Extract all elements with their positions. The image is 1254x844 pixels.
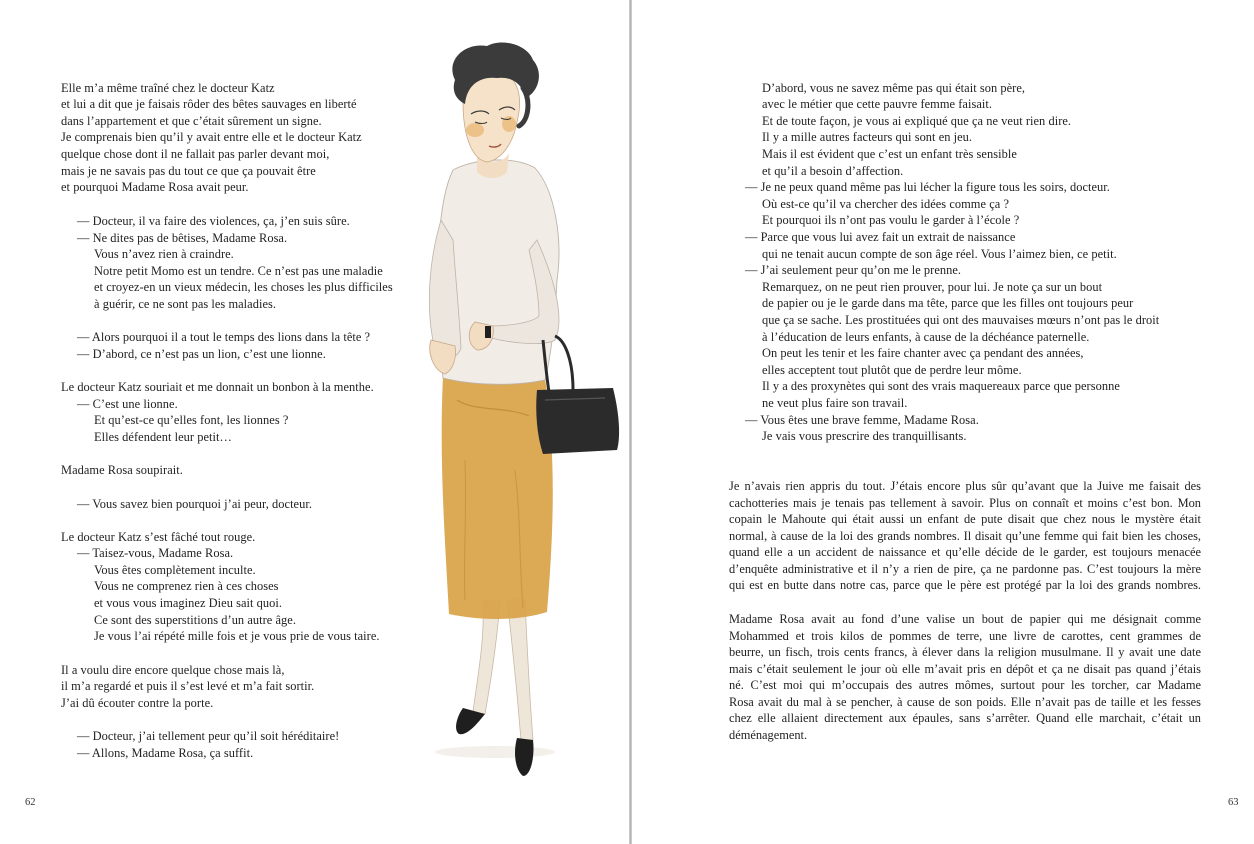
dialogue-line: Je vous l’ai répété mille fois et je vous prie de vous taire. bbox=[94, 629, 380, 643]
dialogue-line: à l’éducation de leurs enfants, à cause de la déchéance paternelle. bbox=[762, 330, 1090, 344]
text-line: Madame Rosa avait au fond d’une valise un bout de papier qui me désignait comme bbox=[729, 612, 1201, 626]
text-line: copain le Mahoute qui était aussi un enfant de pute disait que chez nous le mystère était bbox=[729, 512, 1201, 526]
text-line: qui est en butte dans notre cas, parce que le père est protégé par la loi des grands nombres. bbox=[729, 578, 1201, 592]
dialogue-line: Il y a mille autres facteurs qui sont en jeu. bbox=[762, 130, 973, 144]
madame-rosa-illustration bbox=[405, 40, 630, 785]
dialogue-line: — Docteur, j’ai tellement peur qu’il soit héréditaire! bbox=[77, 729, 340, 743]
dialogue-line: Je vais vous prescrire des tranquillisants. bbox=[762, 429, 967, 443]
dialogue-line: — Alors pourquoi il a tout le temps des lions dans la tête ? bbox=[77, 330, 371, 344]
dialogue-line: et vous vous imaginez Dieu sait quoi. bbox=[94, 596, 283, 610]
dialogue-line: — Je ne peux quand même pas lui lécher la figure tous les soirs, docteur. bbox=[745, 180, 1110, 194]
dialogue-line: que ça se sache. Les prostituées qui ont des mauvaises mœurs n’ont pas le droit bbox=[762, 313, 1160, 327]
text-line: Je comprenais bien qu’il y avait entre elle et le docteur Katz bbox=[61, 130, 362, 144]
dialogue-line: Elles défendent leur petit… bbox=[94, 430, 232, 444]
text-line: Il a voulu dire encore quelque chose mais là, bbox=[61, 663, 285, 677]
text-line: chez elle allaient directement aux épaules, sans s’arrêter. Quand elle marchait, c’était un bbox=[729, 711, 1201, 725]
text-line: cachotteries mais je tenais pas tellement à savoir. Plus on connaît et moins c’est bon. Mon bbox=[729, 495, 1201, 510]
text-line: J’ai dû écouter contre la porte. bbox=[61, 696, 214, 710]
text-line: Madame Rosa soupirait. bbox=[61, 463, 183, 477]
text-line: mais c’était seulement le jour où elle m’avait pris en dépôt et ça ne disait pas quand j’étais bbox=[729, 661, 1201, 676]
dialogue-line: de papier ou je le garde dans ma tête, parce que les filles ont toujours peur bbox=[762, 296, 1134, 310]
dialogue-line: Ce sont des superstitions d’un autre âge. bbox=[94, 613, 296, 627]
dialogue-line: — C’est une lionne. bbox=[77, 397, 178, 411]
dialogue-line: — Ne dites pas de bêtises, Madame Rosa. bbox=[77, 231, 288, 245]
paragraph bbox=[729, 478, 1201, 594]
text-line: mais je ne savais pas du tout ce que ça pouvait être bbox=[61, 164, 316, 178]
dialogue-line: Il y a des proxynètes qui sont des vrais maquereaux parce que personne bbox=[762, 379, 1120, 393]
dialogue-line: ne veut plus faire son travail. bbox=[762, 396, 908, 410]
dialogue-line: D’abord, vous ne savez même pas qui était son père, bbox=[762, 81, 1026, 95]
dialogue-line: — Parce que vous lui avez fait un extrait de naissance bbox=[745, 230, 1016, 244]
dialogue-line: Notre petit Momo est un tendre. Ce n’est pas une maladie bbox=[94, 264, 383, 278]
dialogue-line: Remarquez, on ne peut rien prouver, pour lui. Je note ça sur un bout bbox=[762, 280, 1103, 294]
dialogue-line: Et de toute façon, je vous ai expliqué que ça ne veut rien dire. bbox=[762, 114, 1072, 128]
dialogue-line: et qu’il a besoin d’affection. bbox=[762, 164, 904, 178]
dialogue-line: elles acceptent tout plutôt que de perdre leur môme. bbox=[762, 363, 1022, 377]
text-line: il m’a regardé et puis il s’est levé et m’a fait sortir. bbox=[61, 679, 315, 693]
dialogue-line: On peut les tenir et les faire chanter avec ça pendant des années, bbox=[762, 346, 1084, 360]
paragraph bbox=[729, 611, 1201, 743]
text-line: et pourquoi Madame Rosa avait peur. bbox=[61, 180, 249, 194]
dialogue-line: — Taisez-vous, Madame Rosa. bbox=[77, 546, 234, 560]
dialogue-line: — Allons, Madame Rosa, ça suffit. bbox=[77, 746, 254, 760]
dialogue-line: Et pourquoi ils n’ont pas voulu le garder à l’école ? bbox=[762, 213, 1020, 227]
text-line: Rosa avait du mal à se pencher, à cause de son poids. Elle n’avait pas de taille et les fesses bbox=[729, 694, 1201, 709]
dialogue-line: — D’abord, ce n’est pas un lion, c’est une lionne. bbox=[77, 347, 326, 361]
dialogue-line: Où est-ce qu’il va chercher des idées comme ça ? bbox=[762, 197, 1009, 211]
text-line: quand elle a un accident de naissance et qu’elle décide de le garder, est toujours menacée bbox=[729, 545, 1201, 559]
text-line: d’enquête administrative et il n’y a rien de pire, ça ne pardonne pas. C’est toujours la mère bbox=[729, 561, 1201, 576]
dialogue-line: Et qu’est-ce qu’elles font, les lionnes ? bbox=[94, 413, 289, 427]
text-line: normal, à cause de la loi des grands nombres. Il disait qu’une femme qui fait bien les choses, bbox=[729, 528, 1201, 543]
page-number: 63 bbox=[1228, 797, 1239, 808]
text-line: beurre, un fisch, trois cents francs, à élever dans la religion musulmane. Il y avait une date bbox=[729, 645, 1201, 659]
text-line: Je n’avais rien appris du tout. J’étais encore plus sûr qu’avant que la Juive me faisait des bbox=[729, 479, 1201, 493]
text-line: quelque chose dont il ne fallait pas parler devant moi, bbox=[61, 147, 330, 161]
dialogue-line: avec le métier que cette pauvre femme faisait. bbox=[762, 97, 993, 111]
text-line: Mohammed et trois kilos de pommes de terre, une livre de carottes, cent grammes de bbox=[729, 628, 1201, 643]
text-line: né. C’est moi qui m’occupais des autres mômes, surtout pour les torcher, car Madame bbox=[729, 678, 1201, 692]
text-line: Le docteur Katz souriait et me donnait un bonbon à la menthe. bbox=[61, 380, 374, 394]
text-line: Le docteur Katz s’est fâché tout rouge. bbox=[61, 530, 256, 544]
dialogue-line: Vous êtes complètement inculte. bbox=[94, 563, 256, 577]
dialogue-line: à guérir, ce ne sont pas les maladies. bbox=[94, 297, 277, 311]
dialogue-line: — J’ai seulement peur qu’on me le prenne. bbox=[745, 263, 962, 277]
dialogue-line: Vous n’avez rien à craindre. bbox=[94, 247, 234, 261]
dialogue-line: et croyez-en un vieux médecin, les choses les plus difficiles bbox=[94, 280, 393, 294]
dialogue-line: qui ne tenait aucun compte de son âge réel. Vous l’aimez bien, ce petit. bbox=[762, 247, 1117, 261]
text-line: dans l’appartement et que c’était sûrement un signe. bbox=[61, 114, 322, 128]
page-number: 62 bbox=[25, 797, 36, 808]
dialogue-line: — Vous savez bien pourquoi j’ai peur, docteur. bbox=[77, 497, 312, 511]
dialogue-line: Vous ne comprenez rien à ces choses bbox=[94, 579, 279, 593]
dialogue-line: Mais il est évident que c’est un enfant très sensible bbox=[762, 147, 1017, 161]
text-line: Elle m’a même traîné chez le docteur Katz bbox=[61, 81, 275, 95]
text-line: et lui a dit que je faisais rôder des bêtes sauvages en liberté bbox=[61, 97, 357, 111]
text-line: déménagement. bbox=[729, 727, 808, 742]
dialogue-line: — Docteur, il va faire des violences, ça, j’en suis sûre. bbox=[77, 214, 350, 228]
dialogue-line: — Vous êtes une brave femme, Madame Rosa. bbox=[745, 413, 979, 427]
